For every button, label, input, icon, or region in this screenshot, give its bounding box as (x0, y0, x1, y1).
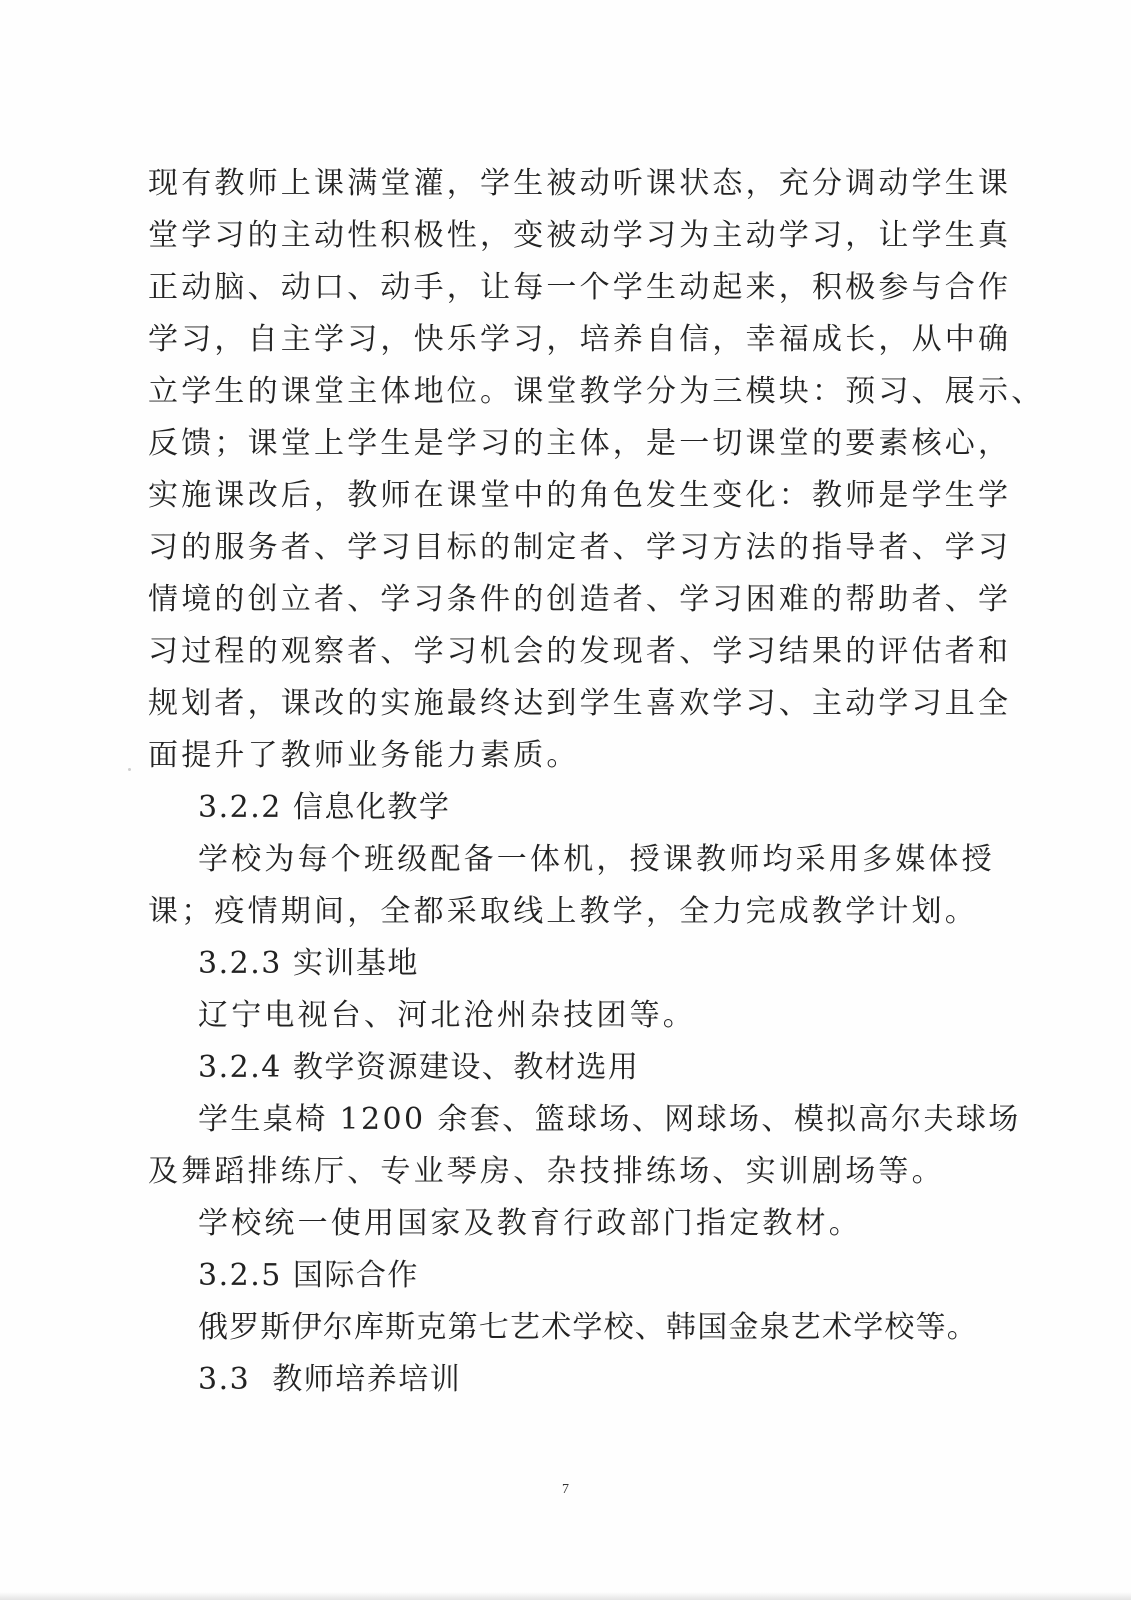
scan-edge-shadow (0, 1592, 1131, 1600)
paragraph-line: 学校为每个班级配备一体机，授课教师均采用多媒体授 (198, 842, 995, 877)
paragraph-line: 正动脑、动口、动手，让每一个学生动起来，积极参与合作 (148, 270, 1012, 305)
paragraph-line: 学生桌椅 1200 余套、篮球场、网球场、模拟高尔夫球场 (198, 1102, 1021, 1137)
paragraph-line: 立学生的课堂主体地位。课堂教学分为三模块：预习、展示、 (148, 374, 1045, 409)
paragraph-line: 习过程的观察者、学习机会的发现者、学习结果的评估者和 (148, 634, 1012, 669)
section-heading-3-2-2: 3.2.2 信息化教学 (198, 790, 451, 825)
paragraph-line: 规划者，课改的实施最终达到学生喜欢学习、主动学习且全 (148, 686, 1012, 721)
section-heading-3-2-5: 3.2.5 国际合作 (198, 1258, 419, 1293)
paragraph-line: 学习，自主学习，快乐学习，培养自信，幸福成长，从中确 (148, 322, 1012, 357)
section-heading-3-2-3: 3.2.3 实训基地 (198, 946, 419, 981)
scan-speck (128, 768, 131, 771)
paragraph-line: 俄罗斯伊尔库斯克第七艺术学校、韩国金泉艺术学校等。 (198, 1310, 978, 1345)
paragraph-line: 学校统一使用国家及教育行政部门指定教材。 (198, 1206, 862, 1241)
paragraph-line: 现有教师上课满堂灌，学生被动听课状态，充分调动学生课 (148, 166, 1012, 201)
paragraph-line: 课；疫情期间，全都采取线上教学，全力完成教学计划。 (148, 894, 978, 929)
paragraph-line: 面提升了教师业务能力素质。 (148, 738, 580, 773)
page-number: 7 (562, 1482, 569, 1497)
paragraph-line: 及舞蹈排练厅、专业琴房、杂技排练场、实训剧场等。 (148, 1154, 945, 1189)
paragraph-line: 反馈；课堂上学生是学习的主体，是一切课堂的要素核心， (148, 426, 1012, 461)
paragraph-line: 堂学习的主动性积极性，变被动学习为主动学习，让学生真 (148, 218, 1012, 253)
section-heading-3-3: 3.3 教师培养培训 (198, 1362, 462, 1397)
body-text (148, 158, 1045, 1406)
paragraph-line: 情境的创立者、学习条件的创造者、学习困难的帮助者、学 (148, 582, 1012, 617)
section-heading-3-2-4: 3.2.4 教学资源建设、教材选用 (198, 1050, 640, 1085)
paragraph-line: 实施课改后，教师在课堂中的角色发生变化：教师是学生学 (148, 478, 1012, 513)
paragraph-line: 习的服务者、学习目标的制定者、学习方法的指导者、学习 (148, 530, 1012, 565)
paragraph-line: 辽宁电视台、河北沧州杂技团等。 (198, 998, 696, 1033)
